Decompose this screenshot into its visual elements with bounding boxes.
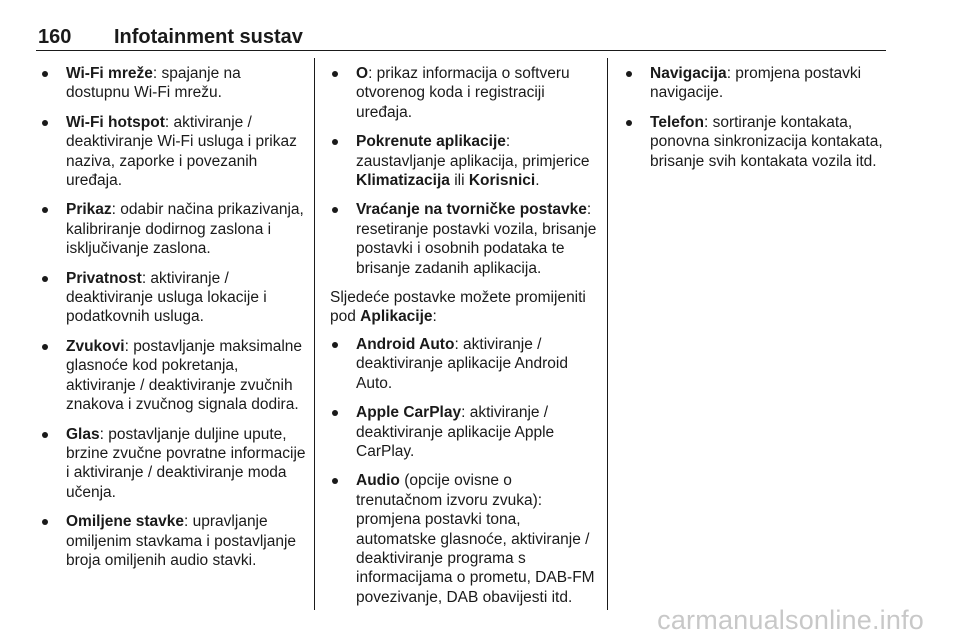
setting-description: : spajanje na dostupnu Wi-Fi mrežu. bbox=[66, 65, 241, 102]
setting-description: : postavljanje maksimalne glasnoće kod pokretanja, aktiviranje / deaktiviranje zvučnih znakova i zvučnog signala dodira. bbox=[66, 337, 303, 414]
setting-term: Telefon bbox=[650, 113, 704, 131]
setting-term: Audio bbox=[356, 472, 400, 490]
setting-description: : aktiviranje / deaktiviranje aplikacije Apple CarPlay. bbox=[356, 404, 555, 460]
list-item bbox=[40, 425, 308, 503]
list-item bbox=[40, 64, 308, 103]
list-item bbox=[330, 471, 600, 607]
setting-term: Wi-Fi hotspot bbox=[66, 113, 165, 131]
column-divider bbox=[607, 58, 608, 610]
setting-description: . bbox=[535, 172, 540, 190]
list-item bbox=[40, 512, 308, 570]
settings-list bbox=[330, 64, 600, 278]
setting-description: : zaustavljanje aplikacija, primjerice bbox=[356, 133, 590, 170]
setting-term: Privatnost bbox=[66, 269, 142, 287]
setting-term: Vraćanje na tvorničke postavke bbox=[356, 201, 587, 219]
setting-description: : sortiranje kontakata, ponovna sinkronizacija kontakata, brisanje svih kontakata vozila itd. bbox=[650, 113, 883, 170]
setting-term: Klimatizacija bbox=[356, 172, 450, 190]
page-header bbox=[36, 26, 886, 51]
setting-term: Glas bbox=[66, 425, 100, 443]
setting-term: O bbox=[356, 65, 369, 82]
setting-description: : promjena postavki navigacije. bbox=[650, 65, 862, 102]
list-item bbox=[624, 64, 884, 103]
setting-description: : aktiviranje / deaktiviranje usluga lokacije i podatkovnih usluga. bbox=[66, 269, 267, 326]
list-item bbox=[40, 269, 308, 327]
setting-term: Zvukovi bbox=[66, 337, 125, 355]
list-item bbox=[624, 113, 884, 171]
setting-term: Wi-Fi mreže bbox=[66, 65, 153, 82]
setting-term: Prikaz bbox=[66, 201, 112, 219]
setting-term: Navigacija bbox=[650, 65, 727, 82]
column-divider bbox=[314, 58, 315, 610]
intro-paragraph bbox=[330, 288, 600, 327]
setting-description: : resetiranje postavki vozila, brisanje postavki i osobnih podataka te brisanje zadanih aplikacija. bbox=[356, 201, 597, 277]
watermark: carmanualsonline.info bbox=[657, 605, 924, 635]
setting-description: : prikaz informacija o softveru otvorenog koda i registraciji uređaja. bbox=[356, 65, 570, 121]
setting-term: Apple CarPlay bbox=[356, 404, 462, 422]
intro-term: Aplikacije bbox=[360, 308, 433, 326]
list-item bbox=[40, 337, 308, 415]
setting-term: Android Auto bbox=[356, 335, 455, 353]
setting-description: : aktiviranje / deaktiviranje Wi-Fi usluga i prikaz naziva, zaporke i povezanih uređaja. bbox=[66, 113, 297, 190]
settings-list bbox=[624, 64, 884, 171]
list-item bbox=[330, 335, 600, 393]
list-item bbox=[330, 200, 600, 278]
setting-description: (opcije ovisne o trenutačnom izvoru zvuka): promjena postavki tona, automatske glasnoće, aktiviranje / deaktiviranje programa s informacijama o prometu, DAB-FM povezivanje, DAB obavijesti itd. bbox=[356, 472, 595, 606]
setting-description: : upravljanje omiljenim stavkama i postavljanje broja omiljenih audio stavki. bbox=[66, 513, 297, 569]
settings-list bbox=[40, 64, 308, 570]
list-item bbox=[330, 403, 600, 461]
list-item bbox=[40, 200, 308, 258]
app-settings-list bbox=[330, 335, 600, 607]
column-middle bbox=[330, 64, 600, 617]
list-item bbox=[330, 64, 600, 122]
setting-term: Omiljene stavke bbox=[66, 513, 185, 531]
list-item bbox=[330, 132, 600, 190]
list-item bbox=[40, 113, 308, 191]
column-left bbox=[40, 64, 308, 580]
section-title: Infotainment sustav bbox=[114, 26, 303, 48]
setting-term: Korisnici bbox=[468, 172, 536, 190]
setting-description: : aktiviranje / deaktiviranje aplikacije Android Auto. bbox=[356, 335, 568, 392]
intro-end: : bbox=[432, 308, 437, 326]
column-right bbox=[624, 64, 884, 181]
setting-description: : postavljanje duljine upute, brzine zvučne povratne informacije i aktiviranje / deaktiviranje moda učenja. bbox=[66, 425, 306, 501]
setting-term: Pokrenute aplikacije bbox=[356, 133, 506, 151]
setting-description: ili bbox=[449, 172, 469, 190]
page-number: 160 bbox=[38, 26, 72, 48]
intro-text: Sljedeće postavke možete promijeniti pod bbox=[330, 289, 586, 326]
setting-description: : odabir načina prikazivanja, kalibriranje dodirnog zaslona i isključivanje zaslona. bbox=[66, 201, 304, 258]
